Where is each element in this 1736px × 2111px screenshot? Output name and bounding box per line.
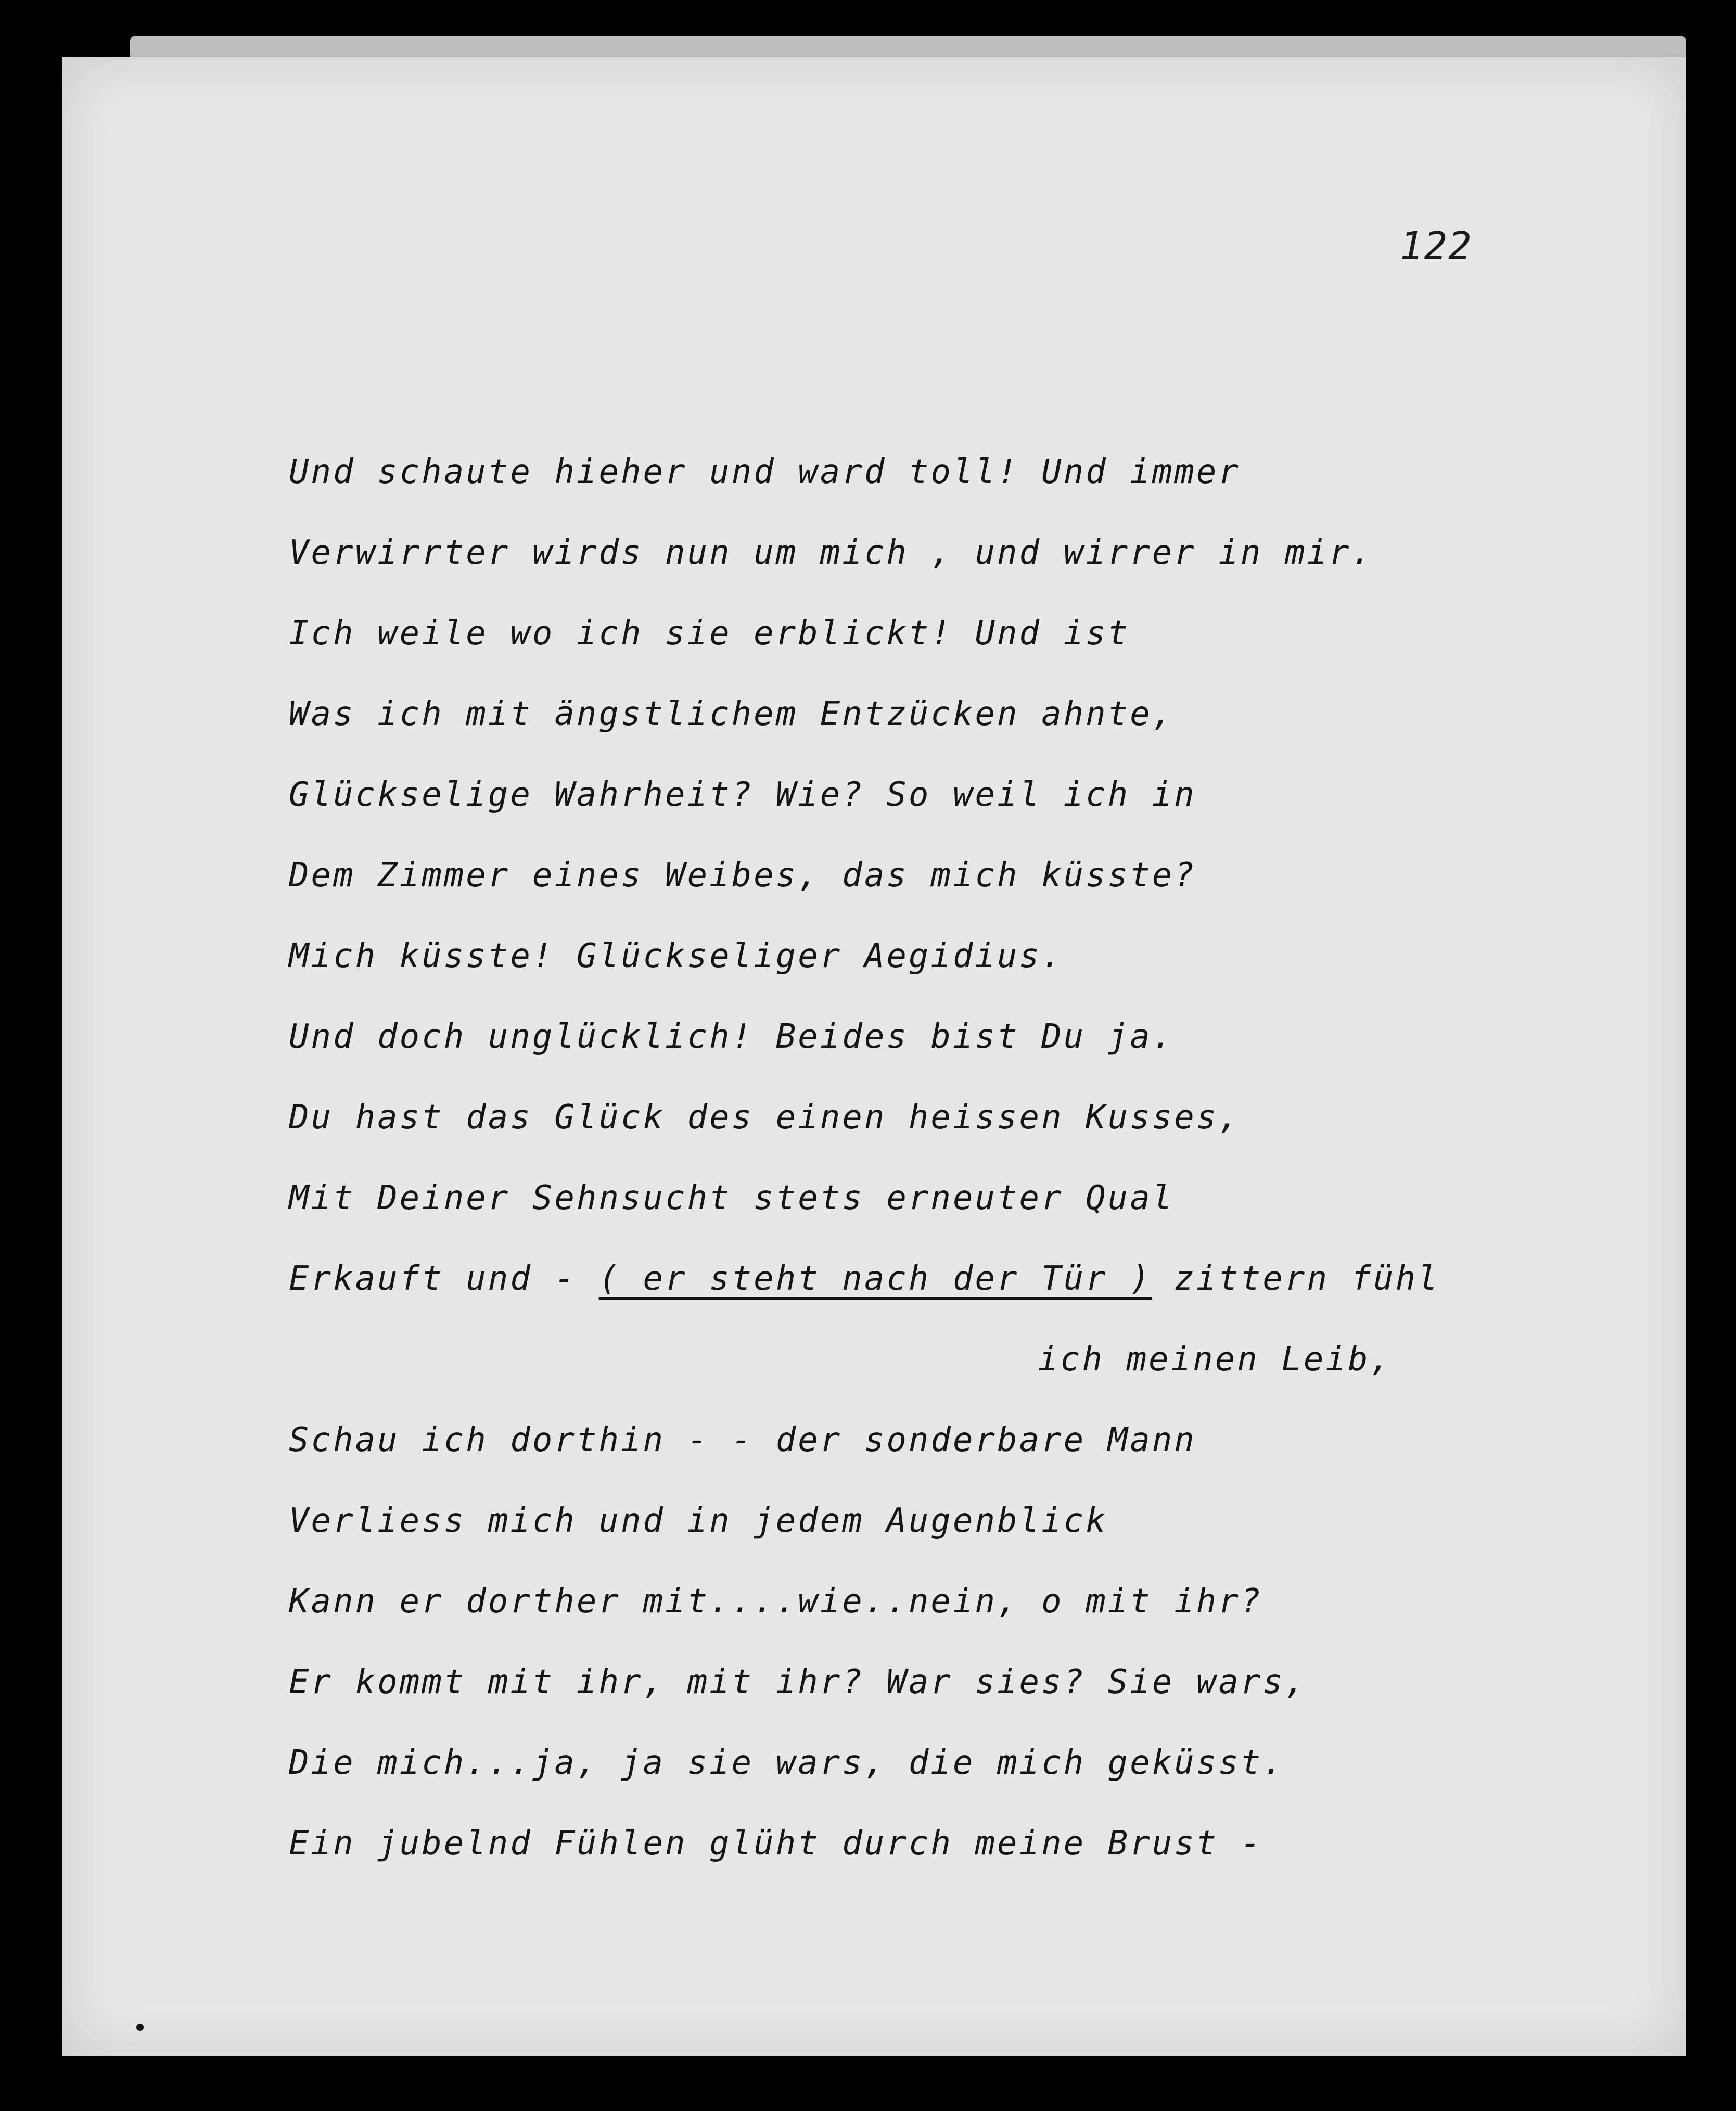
verse-line: Die mich...ja, ja sie wars, die mich geküsst. — [289, 1744, 1285, 1782]
verse-line: Und doch unglücklich! Beides bist Du ja. — [289, 1018, 1175, 1056]
page-number: 122 — [1400, 224, 1473, 269]
verse-fragment: zittern fühl — [1152, 1260, 1440, 1298]
verse-line: Schau ich dorthin - - der sonderbare Mann — [289, 1421, 1196, 1459]
verse-line: Du hast das Glück des einen heissen Kusses, — [289, 1098, 1241, 1137]
verse-line: Mit Deiner Sehnsucht stets erneuter Qual — [289, 1179, 1175, 1217]
verse-line: Und schaute hieher und ward toll! Und immer — [289, 453, 1241, 491]
verse-line: Mich küsste! Glückseliger Aegidius. — [289, 937, 1064, 975]
verse-line-with-stage-direction — [289, 1239, 1548, 1319]
verse-line: Kann er dorther mit....wie..nein, o mit ihr? — [289, 1582, 1263, 1621]
verse-line: Glückselige Wahrheit? Wie? So weil ich in — [289, 775, 1196, 814]
verse-line: Dem Zimmer eines Weibes, das mich küsste? — [289, 856, 1196, 895]
ink-speck — [136, 2024, 144, 2031]
verse-line: Verwirrter wirds nun um mich , und wirrer in mir. — [289, 533, 1374, 572]
verse-line: Er kommt mit ihr, mit ihr? War sies? Sie wars, — [289, 1663, 1307, 1701]
verse-continuation: ich meinen Leib, — [1038, 1340, 1392, 1379]
verse-line: Verliess mich und in jedem Augenblick — [289, 1502, 1108, 1540]
verse-line: Was ich mit ängstlichem Entzücken ahnte, — [289, 695, 1175, 733]
verse-fragment: Erkauft und - — [289, 1260, 599, 1298]
verse-text — [289, 432, 1548, 1884]
verse-line: Ein jubelnd Fühlen glüht durch meine Brust - — [289, 1824, 1263, 1863]
verse-line: Ich weile wo ich sie erblickt! Und ist — [289, 614, 1130, 653]
stage-direction: ( er steht nach der Tür ) — [598, 1260, 1152, 1298]
